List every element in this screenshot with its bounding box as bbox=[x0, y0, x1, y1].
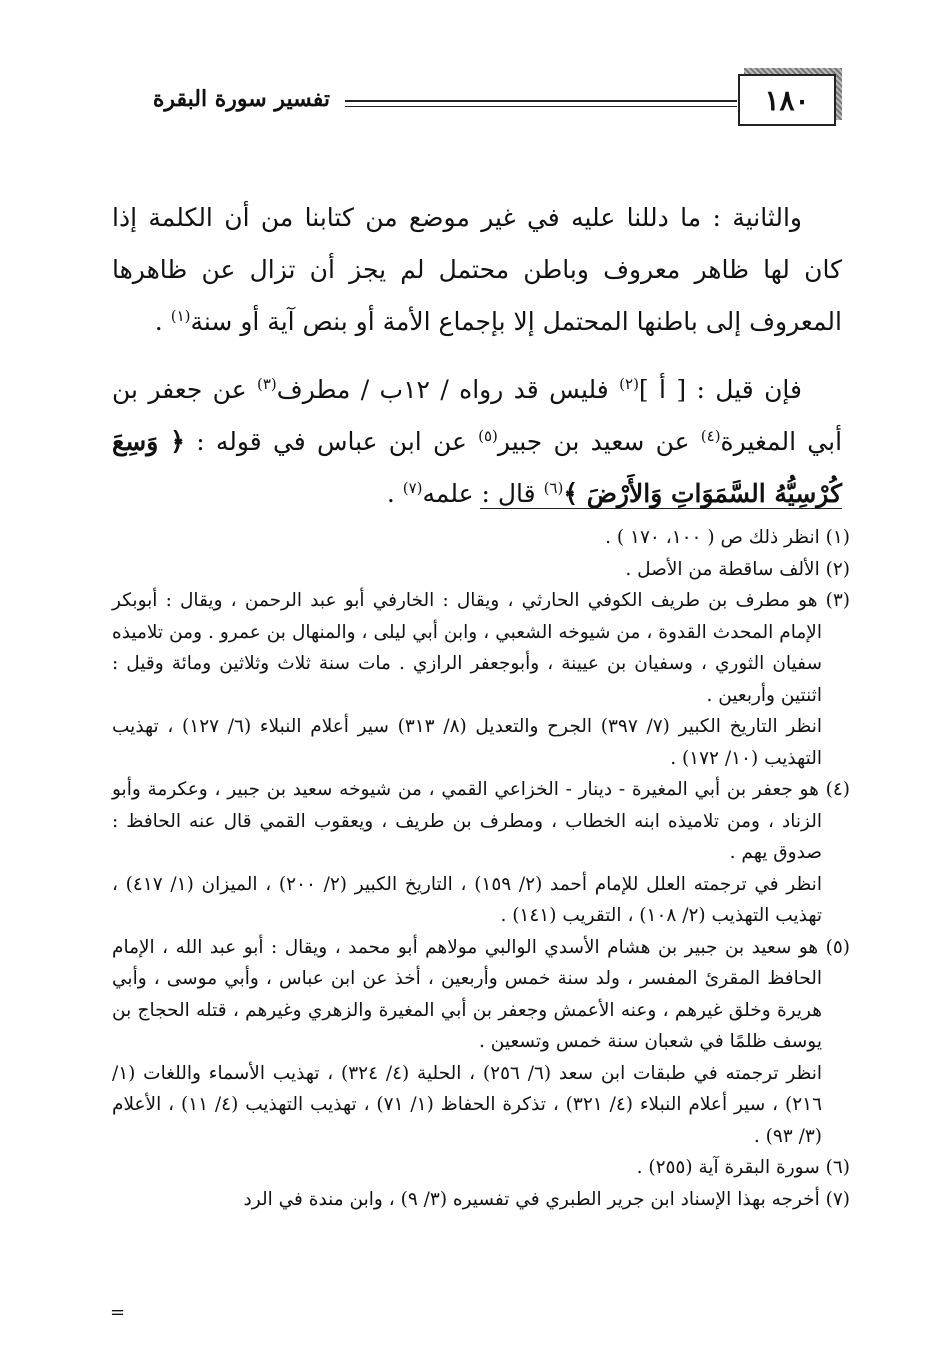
footnote-3-sources: انظر التاريخ الكبير (٧/ ٣٩٧) الجرح والتعديل (٨/ ٣١٣) سير أعلام النبلاء (٦/ ١٢٧) ، تهذيب التهذيب (١٠/ ١٧٢) . bbox=[112, 716, 823, 769]
running-title: تفسير سورة البقرة bbox=[152, 86, 330, 112]
header-rule-thin bbox=[345, 106, 737, 107]
footnote-2: (٢) الألف ساقطة من الأصل . bbox=[625, 558, 850, 580]
paragraph-1-text: والثانية : ما دللنا عليه في غير موضع من كتابنا من أن الكلمة إذا كان لها ظاهر معروف وباطن محتمل لم يجز أن تزال عن ظاهرها المعروف إلى باطنها المحتمل إلا بإجماع الأمة أو بنص آية أو سنة bbox=[112, 203, 842, 336]
paragraph-1 bbox=[112, 192, 842, 348]
paragraph-2-text-a: فإن قيل : [ أ ] bbox=[638, 375, 802, 404]
footnote-5-bio: (٥) هو سعيد بن جبير بن هشام الأسدي الوالبي مولاهم أبو محمد ، ويقال : أبو عبد الله ، الإمام الحافظ المقرئ المفسر ، ولد سنة خمس وأربعين ، أخذ عن ابن عباس ، وأبي موسى ، وأبي هريرة وخلق غيرهم ، وعنه الأعمش وجعفر بن أبي المغيرة والزهري وغيرهم ، قتله الحجاج بن يوسف ظلمًا في شعبان سنة خمس وتسعين . bbox=[112, 936, 850, 1052]
page-number bbox=[738, 74, 836, 126]
paragraph-2 bbox=[112, 364, 842, 520]
main-text bbox=[112, 192, 842, 536]
footnote-1: (١) انظر ذلك ص ( ١٠٠، ١٧٠ ) . bbox=[605, 527, 850, 548]
footnote-ref-7[interactable]: (٧) bbox=[402, 479, 423, 497]
footnote-ref-1[interactable]: (١) bbox=[170, 307, 191, 325]
continuation-mark: = bbox=[110, 1302, 126, 1323]
footnote-ref-3[interactable]: (٣) bbox=[257, 375, 277, 393]
paragraph-2-end: . bbox=[386, 479, 403, 508]
footnote-3-bio: (٣) هو مطرف بن طريف الكوفي الحارثي ، ويقال : الخارفي أبو عبد الرحمن ، ويقال : أبوبكر الإمام المحدث القدوة ، من شيوخه الشعبي ، وابن أبي ليلى ، والمنهال بن عمرو . ومن تلاميذه سفيان الثوري ، وسفيان بن عيينة ، وأبوجعفر الرازي . مات سنة ثلاث وثلاثين ومائة وقيل : اثنتين وأربعين . bbox=[112, 590, 850, 706]
footnote-7: (٧) أخرجه بهذا الإسناد ابن جرير الطبري في تفسيره (٣/ ٩) ، وابن مندة في الرد bbox=[243, 1188, 850, 1210]
paragraph-2-text-b: فليس قد رواه / ١٢ب / مطرف bbox=[276, 375, 620, 404]
footnote-separator bbox=[480, 508, 842, 509]
footnote-4 bbox=[112, 774, 850, 932]
footnote-ref-5[interactable]: (٥) bbox=[478, 427, 498, 445]
paragraph-2-text-f: قال : علمه bbox=[422, 479, 544, 508]
footnote-ref-2[interactable]: (٢) bbox=[619, 375, 639, 393]
footnote-3 bbox=[112, 585, 850, 774]
paragraph-1-end: . bbox=[154, 307, 171, 336]
paragraph-2-text-d: عن سعيد بن جبير bbox=[497, 427, 701, 456]
header-rule bbox=[345, 100, 737, 102]
footnotes bbox=[112, 522, 850, 1215]
quran-verse: ﴿ وَسِعَ كُرْسِيُّهُ السَّمَوَاتِ وَالأَرْضَ ﴾ bbox=[112, 427, 842, 508]
footnote-5-sources: انظر ترجمته في طبقات ابن سعد (٦/ ٢٥٦) ، الحلية (٤/ ٣٢٤) ، تهذيب الأسماء واللغات (١/ ٢١٦) ، سير أعلام النبلاء (٤/ ٣٢١) ، تذكرة الحفاظ (١/ ٧١) ، تهذيب التهذيب (٤/ ١١) ، الأعلام (٣/ ٩٣) . bbox=[112, 1062, 823, 1147]
page-number-text: ١٨٠ bbox=[764, 83, 810, 117]
footnote-4-sources: انظر في ترجمته العلل للإمام أحمد (٢/ ١٥٩) ، التاريخ الكبير (٢/ ٢٠٠) ، الميزان (١/ ٤١٧) ، تهذيب التهذيب (٢/ ١٠٨) ، التقريب (١٤١) . bbox=[112, 873, 822, 926]
footnote-5 bbox=[112, 932, 850, 1153]
footnote-4-bio: (٤) هو جعفر بن أبي المغيرة - دينار - الخزاعي القمي ، من شيوخه سعيد بن جبير ، وعكرمة وأبو الزناد ، ومن تلاميذه ابنه الخطاب ، ومطرف بن طريف ، ويعقوب القمي قال عنه الحافظ : صدوق يهم . bbox=[112, 779, 850, 863]
paragraph-2-text-e: عن ابن عباس في قوله : bbox=[184, 427, 479, 456]
footnote-ref-6[interactable]: (٦) bbox=[543, 479, 564, 497]
paragraph-2-text-c: عن جعفر بن أبي المغيرة bbox=[112, 375, 843, 456]
footnote-6: (٦) سورة البقرة آية (٢٥٥) . bbox=[636, 1157, 850, 1178]
footnote-ref-4[interactable]: (٤) bbox=[700, 427, 721, 445]
